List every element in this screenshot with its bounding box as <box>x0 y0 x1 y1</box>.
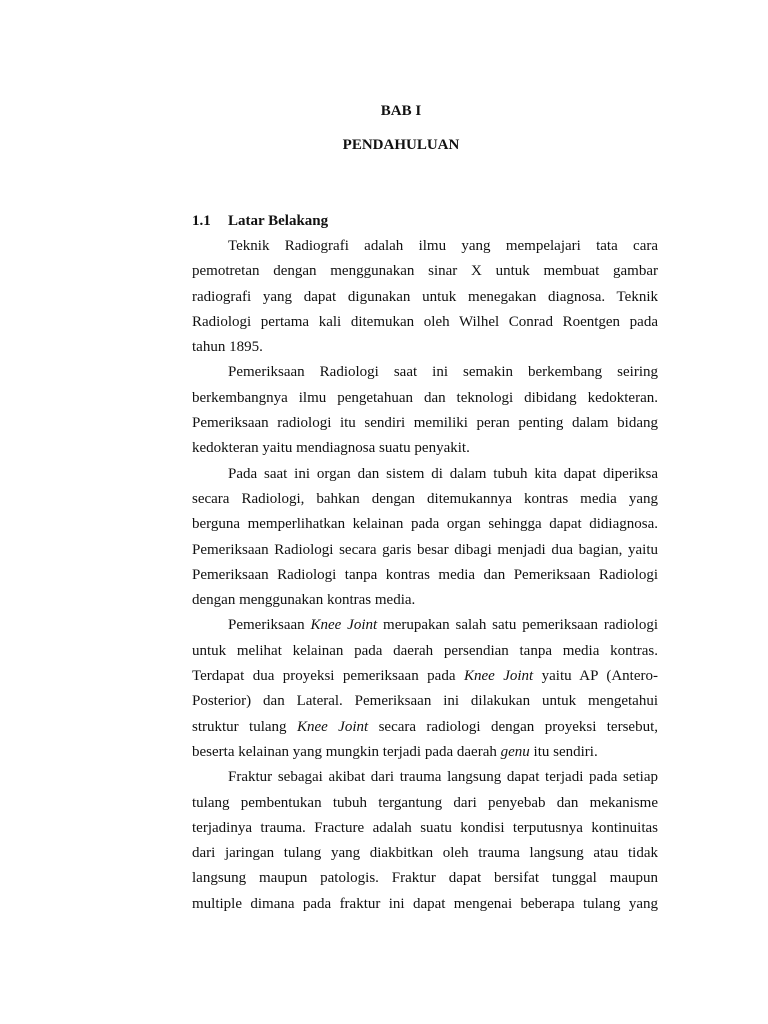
text-run: multiple dimana pada fraktur ini dapat mengenai beberapa tulang yang <box>192 895 658 912</box>
text-run: pemotretan dengan menggunakan sinar X untuk membuat gambar <box>192 263 658 280</box>
text-line <box>192 892 658 917</box>
text-line <box>192 715 658 740</box>
text-line <box>192 285 658 310</box>
text-line <box>192 816 658 841</box>
text-line <box>192 512 658 537</box>
section-heading <box>192 213 328 230</box>
text-run: Pemeriksaan Radiologi saat ini semakin berkembang seiring <box>228 364 658 381</box>
text-run: tulang pembentukan tubuh tergantung dari penyebab dan mekanisme <box>192 794 658 811</box>
text-run: dari jaringan tulang yang diakbitkan oleh trauma langsung atau tidak <box>192 845 658 862</box>
text-line <box>192 866 658 891</box>
italic-term: Knee Joint <box>463 668 534 685</box>
text-run: beserta kelainan yang mungkin terjadi pada daerah <box>192 743 501 760</box>
text-run: kedokteran yaitu mendiagnosa suatu penyakit. <box>192 440 470 457</box>
text-run: Posterior) dan Lateral. Pemeriksaan ini dilakukan untuk mengetahui <box>192 693 658 710</box>
text-line <box>192 613 658 638</box>
text-run: Fraktur sebagai akibat dari trauma langsung dapat terjadi pada setiap <box>228 769 658 786</box>
text-line <box>192 462 658 487</box>
text-line <box>192 740 658 765</box>
text-line <box>192 765 658 790</box>
text-run: Pemeriksaan <box>228 617 311 634</box>
text-run: itu sendiri. <box>529 743 598 760</box>
text-line <box>192 360 658 385</box>
text-line <box>192 259 658 284</box>
text-line <box>192 234 658 259</box>
text-line <box>192 588 658 613</box>
italic-term: genu <box>500 743 530 760</box>
section-title: Latar Belakang <box>228 213 329 229</box>
text-run: secara radiologi dengan proyeksi tersebut, <box>368 718 658 735</box>
italic-term: Knee Joint <box>296 718 369 735</box>
text-run: untuk melihat kelainan pada daerah persendian tanpa media kontras. <box>192 642 658 659</box>
text-run: merupakan salah satu pemeriksaan radiologi <box>377 617 658 634</box>
text-line <box>192 487 658 512</box>
body-text <box>192 234 658 917</box>
text-run: dengan menggunakan kontras media. <box>192 592 416 609</box>
text-run: yaitu AP (Antero- <box>533 668 658 685</box>
text-line <box>192 386 658 411</box>
text-run: terjadinya trauma. Fracture adalah suatu kondisi terputusnya kontinuitas <box>192 819 658 836</box>
text-run: Pemeriksaan radiologi itu sendiri memiliki peran penting dalam bidang <box>192 415 658 432</box>
text-run: langsung maupun patologis. Fraktur dapat bersifat tunggal maupun <box>192 870 658 887</box>
text-run: secara Radiologi, bahkan dengan ditemukannya kontras media yang <box>192 490 658 507</box>
text-line <box>192 841 658 866</box>
text-run: radiografi yang dapat digunakan untuk menegakan diagnosa. Teknik <box>192 288 658 305</box>
text-run: Terdapat dua proyeksi pemeriksaan pada <box>192 668 464 685</box>
text-run: berkembangnya ilmu pengetahuan dan teknologi dibidang kedokteran. <box>192 389 658 406</box>
text-line <box>192 436 658 461</box>
italic-term: Knee Joint <box>310 617 378 634</box>
text-line <box>192 563 658 588</box>
text-line <box>192 664 658 689</box>
text-line <box>192 335 658 360</box>
text-line <box>192 639 658 664</box>
section-number: 1.1 <box>192 213 211 229</box>
chapter-title: PENDAHULUAN <box>342 137 460 153</box>
text-line <box>192 411 658 436</box>
text-run: tahun 1895. <box>192 339 263 356</box>
text-run: Pemeriksaan Radiologi secara garis besar dibagi menjadi dua bagian, yaitu <box>192 541 658 558</box>
text-run: Pemeriksaan Radiologi tanpa kontras media dan Pemeriksaan Radiologi <box>192 566 658 583</box>
text-run: berguna memperlihatkan kelainan pada organ sehingga dapat didiagnosa. <box>192 516 658 533</box>
text-line <box>192 689 658 714</box>
text-line <box>192 538 658 563</box>
text-run: Radiologi pertama kali ditemukan oleh Wilhel Conrad Roentgen pada <box>192 313 658 330</box>
text-line <box>192 791 658 816</box>
text-line <box>192 310 658 335</box>
chapter-number: BAB I <box>380 103 422 119</box>
text-run: Pada saat ini organ dan sistem di dalam tubuh kita dapat diperiksa <box>228 465 658 482</box>
text-run: Teknik Radiografi adalah ilmu yang mempelajari tata cara <box>228 238 658 254</box>
text-run: struktur tulang <box>192 718 297 735</box>
